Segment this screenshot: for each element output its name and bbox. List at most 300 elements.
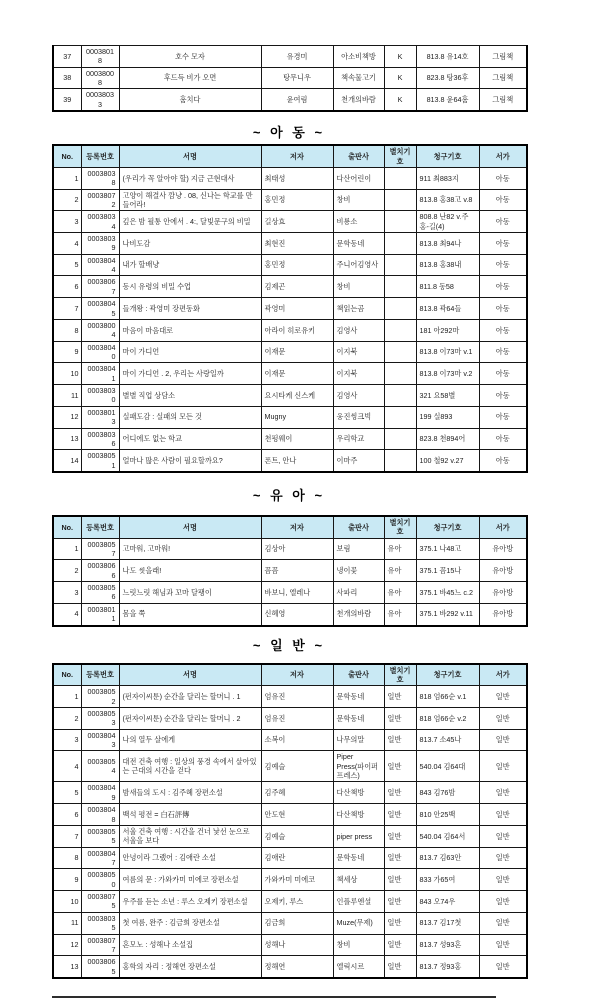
cell: 그림책 <box>479 89 527 111</box>
cell: 천펑웨이 <box>261 428 333 450</box>
cell: 첫 여름, 완주 : 김금희 장편소설 <box>119 912 261 934</box>
cell: 39 <box>53 89 81 111</box>
column-header: 별치기호 <box>384 145 416 167</box>
cell: 곽영미 <box>261 298 333 320</box>
cell: (우리가 꼭 알아야 할) 지금 근현대사 <box>119 167 261 189</box>
cell: 813.8 유14호 <box>416 46 479 68</box>
cell: 일반 <box>479 782 527 804</box>
cell: 일반 <box>479 825 527 847</box>
cell: 이지북 <box>333 363 384 385</box>
cell: 요시타케 신스케 <box>261 385 333 407</box>
cell: 유아 <box>384 538 416 560</box>
cell: 13 <box>53 956 81 978</box>
cell: 아동 <box>479 167 527 189</box>
cell: 375.1 나48고 <box>416 538 479 560</box>
cell: 818 엄66순 v.2 <box>416 707 479 729</box>
column-header: 등록번호 <box>81 145 119 167</box>
cell: 백석 평전 = 白石評傳 <box>119 804 261 826</box>
cell: 3 <box>53 729 81 751</box>
cell: 일반 <box>479 686 527 708</box>
cell: 00038057 <box>81 538 119 560</box>
cell: 00038033 <box>81 89 119 111</box>
column-header: 저자 <box>261 145 333 167</box>
infant-table <box>52 515 528 627</box>
cell: 이지북 <box>333 341 384 363</box>
table-row <box>53 167 527 189</box>
cell: 인플루엔셜 <box>333 891 384 913</box>
cell: 성해나 <box>261 934 333 956</box>
cell: 고마워, 고마워! <box>119 538 261 560</box>
cell: 6 <box>53 276 81 298</box>
column-header: 서명 <box>119 664 261 686</box>
cell: 마이 가디언 <box>119 341 261 363</box>
cell: 2 <box>53 707 81 729</box>
cell: 김예슬 <box>261 751 333 782</box>
cell: 00038039 <box>81 233 119 255</box>
cell: 12 <box>53 406 81 428</box>
cell: 00038049 <box>81 782 119 804</box>
cell: 10 <box>53 363 81 385</box>
cell: 540.04 김64서 <box>416 825 479 847</box>
cell: 일반 <box>479 912 527 934</box>
cell: 14 <box>53 450 81 472</box>
cell: 마음이 마음대로 <box>119 319 261 341</box>
cell: 8 <box>53 847 81 869</box>
cell: 아동 <box>479 406 527 428</box>
column-header: 출판사 <box>333 145 384 167</box>
cell: 그림책 <box>479 46 527 68</box>
cell: 00038072 <box>81 189 119 211</box>
cell: 책세상 <box>333 869 384 891</box>
cell: 우주를 듣는 소년 : 루스 오제키 장편소설 <box>119 891 261 913</box>
cell: 유아 <box>384 603 416 625</box>
cell: 321 요58별 <box>416 385 479 407</box>
cell: 탕무니우 <box>261 67 333 89</box>
cell: 1 <box>53 167 81 189</box>
table-row <box>53 751 527 782</box>
cell: (펀자이씨툰) 순간을 달리는 할머니 . 2 <box>119 707 261 729</box>
cell: 최태성 <box>261 167 333 189</box>
cell: 일반 <box>384 869 416 891</box>
cell: 아라이 히로유키 <box>261 319 333 341</box>
cell: 다산어린이 <box>333 167 384 189</box>
cell: 일반 <box>384 686 416 708</box>
table-row <box>53 582 527 604</box>
cell: K <box>384 67 416 89</box>
cell: 일반 <box>384 847 416 869</box>
column-header: 별치기호 <box>384 516 416 538</box>
cell: 3 <box>53 582 81 604</box>
cell: 김주혜 <box>261 782 333 804</box>
cell: 최현진 <box>261 233 333 255</box>
table-row <box>53 233 527 255</box>
general-table-body <box>53 686 527 978</box>
cell <box>384 233 416 255</box>
cell: 813.8 곽64들 <box>416 298 479 320</box>
table-row <box>53 211 527 233</box>
cell: 안녕이라 그랬어 : 김애란 소설 <box>119 847 261 869</box>
cell: 어디에도 없는 학교 <box>119 428 261 450</box>
cell: 나의 열두 살에게 <box>119 729 261 751</box>
cell <box>384 211 416 233</box>
column-header: 서명 <box>119 145 261 167</box>
cell: 9 <box>53 341 81 363</box>
cell: 바보니, 엘레나 <box>261 582 333 604</box>
table-row <box>53 891 527 913</box>
cell <box>384 254 416 276</box>
cell: 00038052 <box>81 686 119 708</box>
table-row <box>53 46 527 68</box>
cell: 823.8 천894어 <box>416 428 479 450</box>
table-row <box>53 560 527 582</box>
column-header: 저자 <box>261 664 333 686</box>
cell: 김금희 <box>261 912 333 934</box>
table-row <box>53 276 527 298</box>
cell: 00038038 <box>81 167 119 189</box>
cell: 11 <box>53 912 81 934</box>
cell: 4 <box>53 603 81 625</box>
column-header: 출판사 <box>333 516 384 538</box>
cell: 웅진씽크빅 <box>333 406 384 428</box>
cell: 00038011 <box>81 603 119 625</box>
cell: 서울 건축 여행 : 시간을 건너 낯선 눈으로 서울을 보다 <box>119 825 261 847</box>
cell: 540.04 김64대 <box>416 751 479 782</box>
cell: 일반 <box>384 804 416 826</box>
cell <box>384 428 416 450</box>
table-row <box>53 428 527 450</box>
page-content <box>52 0 526 998</box>
cell: 별별 직업 상담소 <box>119 385 261 407</box>
cell: 00038051 <box>81 450 119 472</box>
cell: 깊은 밤 필통 안에서 . 4:, 달빛문구의 비밀 <box>119 211 261 233</box>
cell: 유아 <box>384 560 416 582</box>
cell: 00038044 <box>81 254 119 276</box>
cell: 아동 <box>479 189 527 211</box>
cell: 아동 <box>479 233 527 255</box>
cell: 이재문 <box>261 341 333 363</box>
cell: 여름의 문 : 가와카미 미에코 장편소설 <box>119 869 261 891</box>
picturebook-table-continuation <box>52 45 528 112</box>
cell: 5 <box>53 782 81 804</box>
cell: 아동 <box>479 319 527 341</box>
table-row <box>53 956 527 978</box>
column-header: 서가 <box>479 664 527 686</box>
cell: 소복이 <box>261 729 333 751</box>
column-header: 등록번호 <box>81 516 119 538</box>
cell: 813.8 최94나 <box>416 233 479 255</box>
cell: 아동 <box>479 254 527 276</box>
cell: 1 <box>53 686 81 708</box>
cell: 7 <box>53 298 81 320</box>
cell: 일반 <box>479 847 527 869</box>
table-row <box>53 825 527 847</box>
cell: 비룡소 <box>333 211 384 233</box>
cell: 813.7 정93홍 <box>416 956 479 978</box>
cell: 마이 가디언 . 2, 우리는 사랑일까 <box>119 363 261 385</box>
cell: 꼼꼼 <box>261 560 333 582</box>
table-row <box>53 707 527 729</box>
cell: 정해연 <box>261 956 333 978</box>
cell: 일반 <box>479 804 527 826</box>
cell: 375.1 바292 v.11 <box>416 603 479 625</box>
cell: 홍민정 <box>261 189 333 211</box>
cell: 아소비책방 <box>333 46 384 68</box>
table-row <box>53 603 527 625</box>
cell: 김영사 <box>333 319 384 341</box>
cell: 833 가65여 <box>416 869 479 891</box>
section-title-infant: ~ 유 아 ~ <box>252 487 326 503</box>
cell: 일반 <box>384 891 416 913</box>
cell: 823.8 탕36후 <box>416 67 479 89</box>
cell: 00038067 <box>81 276 119 298</box>
cell: 안도현 <box>261 804 333 826</box>
cell: 신혜영 <box>261 603 333 625</box>
children-table-body <box>53 167 527 472</box>
cell: 13 <box>53 428 81 450</box>
cell: 813.8 이73마 v.2 <box>416 363 479 385</box>
table-row <box>53 298 527 320</box>
table-row <box>53 538 527 560</box>
cell: 나무의말 <box>333 729 384 751</box>
cell: 냉이꽃 <box>333 560 384 582</box>
table-header-row <box>53 664 527 686</box>
cell: 아동 <box>479 450 527 472</box>
cell: (펀자이씨툰) 순간을 달리는 할머니 . 1 <box>119 686 261 708</box>
cell: 2 <box>53 560 81 582</box>
cell: 813.8 홍38내 <box>416 254 479 276</box>
table-row <box>53 89 527 111</box>
cell: 엘릭시르 <box>333 956 384 978</box>
cell: 808.8 난82 v.주홍-길(4) <box>416 211 479 233</box>
table-row <box>53 254 527 276</box>
cell: 4 <box>53 751 81 782</box>
cell: Muze(무제) <box>333 912 384 934</box>
cell: 00038008 <box>81 67 119 89</box>
column-header: No. <box>53 664 81 686</box>
cell: 00038048 <box>81 804 119 826</box>
cell: 2 <box>53 189 81 211</box>
cell: 00038030 <box>81 385 119 407</box>
cell: 00038055 <box>81 825 119 847</box>
table-row <box>53 385 527 407</box>
cell: 00038053 <box>81 707 119 729</box>
cell: 김상아 <box>261 538 333 560</box>
cell: 유아방 <box>479 603 527 625</box>
cell: 유아방 <box>479 560 527 582</box>
cell: 엄유진 <box>261 686 333 708</box>
cell: 문학동네 <box>333 847 384 869</box>
table-row <box>53 847 527 869</box>
cell: 밤새들의 도시 : 김주혜 장편소설 <box>119 782 261 804</box>
table-header-row <box>53 516 527 538</box>
cell: 일반 <box>384 729 416 751</box>
column-header: No. <box>53 145 81 167</box>
cell: 문학동네 <box>333 686 384 708</box>
section-title-children: ~ 아 동 ~ <box>252 125 326 141</box>
cell: 813.8 홍38고 v.8 <box>416 189 479 211</box>
table-row <box>53 319 527 341</box>
table-row <box>53 934 527 956</box>
table-row <box>53 782 527 804</box>
column-header: 서명 <box>119 516 261 538</box>
cell: 아동 <box>479 211 527 233</box>
cell: 아동 <box>479 385 527 407</box>
table-row <box>53 189 527 211</box>
cell: 810 안25백 <box>416 804 479 826</box>
cell: 천개의바람 <box>333 603 384 625</box>
cell: 폰트, 안나 <box>261 450 333 472</box>
cell: 3 <box>53 211 81 233</box>
column-header: 서가 <box>479 516 527 538</box>
cell: 00038036 <box>81 428 119 450</box>
infant-table-body <box>53 538 527 625</box>
cell: 375.1 꼼15나 <box>416 560 479 582</box>
cell: 보림 <box>333 538 384 560</box>
cell: 7 <box>53 825 81 847</box>
cell: 199 실893 <box>416 406 479 428</box>
cell: 고양이 해결사 깜냥 . 08, 신나는 학교를 만들어라! <box>119 189 261 211</box>
cell: 그림책 <box>479 67 527 89</box>
cell: 00038056 <box>81 582 119 604</box>
cell: 창비 <box>333 189 384 211</box>
cell: 홍민정 <box>261 254 333 276</box>
cell: 오제키, 루스 <box>261 891 333 913</box>
cell: 813.8 윤64훔 <box>416 89 479 111</box>
cell: Piper Press(파이퍼 프레스) <box>333 751 384 782</box>
cell: 훔치다 <box>119 89 261 111</box>
cell: 길상효 <box>261 211 333 233</box>
cell <box>384 276 416 298</box>
cell: 다산책방 <box>333 804 384 826</box>
cell: 이재문 <box>261 363 333 385</box>
cell: 00038034 <box>81 211 119 233</box>
cell: 아동 <box>479 298 527 320</box>
cell: 00038066 <box>81 560 119 582</box>
cell: 윤여림 <box>261 89 333 111</box>
picturebook-table-body <box>53 46 527 112</box>
cell: 00038054 <box>81 751 119 782</box>
cell: 00038018 <box>81 46 119 68</box>
cell: 4 <box>53 233 81 255</box>
cell: 38 <box>53 67 81 89</box>
table-row <box>53 686 527 708</box>
cell <box>384 363 416 385</box>
section-title-general: ~ 일 반 ~ <box>252 637 326 653</box>
cell <box>384 385 416 407</box>
table-row <box>53 450 527 472</box>
cell: 00038065 <box>81 956 119 978</box>
cell: 얼마나 많은 사람이 필요할까요? <box>119 450 261 472</box>
cell: 00038013 <box>81 406 119 428</box>
cell: 일반 <box>479 869 527 891</box>
column-header: 출판사 <box>333 664 384 686</box>
cell: 창비 <box>333 276 384 298</box>
cell: 호수 모자 <box>119 46 261 68</box>
cell: 00038043 <box>81 729 119 751</box>
cell: 아동 <box>479 341 527 363</box>
column-header: 청구기호 <box>416 516 479 538</box>
cell: 00038050 <box>81 869 119 891</box>
column-header: 별치기호 <box>384 664 416 686</box>
cell: 11 <box>53 385 81 407</box>
cell: 일반 <box>384 782 416 804</box>
cell: 나도 씻을래! <box>119 560 261 582</box>
cell: 5 <box>53 254 81 276</box>
cell: 00038047 <box>81 847 119 869</box>
cell: 00038004 <box>81 319 119 341</box>
table-row <box>53 804 527 826</box>
cell: 아동 <box>479 276 527 298</box>
cell: 813.7 소45나 <box>416 729 479 751</box>
cell <box>384 189 416 211</box>
cell: 8 <box>53 319 81 341</box>
cell: 811.8 동58 <box>416 276 479 298</box>
column-header: 청구기호 <box>416 664 479 686</box>
cell: 후드득 비가 오면 <box>119 67 261 89</box>
cell: 일반 <box>384 956 416 978</box>
cell: 유아방 <box>479 538 527 560</box>
cell: 100 철92 v.27 <box>416 450 479 472</box>
table-row <box>53 912 527 934</box>
cell: 6 <box>53 804 81 826</box>
cell: 00038075 <box>81 891 119 913</box>
cell: 일반 <box>479 891 527 913</box>
cell: 다산책방 <box>333 782 384 804</box>
cell: 이마주 <box>333 450 384 472</box>
cell: 일반 <box>384 707 416 729</box>
cell: 아동 <box>479 428 527 450</box>
cell: 813.7 성93혼 <box>416 934 479 956</box>
cell: 창비 <box>333 934 384 956</box>
cell <box>384 341 416 363</box>
cell: 홍학의 자리 : 정해연 장편소설 <box>119 956 261 978</box>
cell: Mugny <box>261 406 333 428</box>
cell: 911 최883지 <box>416 167 479 189</box>
cell: 책속물고기 <box>333 67 384 89</box>
cell: 181 아292마 <box>416 319 479 341</box>
table-row <box>53 406 527 428</box>
cell: K <box>384 46 416 68</box>
cell: K <box>384 89 416 111</box>
cell: 아동 <box>479 363 527 385</box>
cell: 843 오74우 <box>416 891 479 913</box>
cell: 00038077 <box>81 934 119 956</box>
cell: 실패도감 : 실패의 모든 것 <box>119 406 261 428</box>
cell: 818 엄66순 v.1 <box>416 686 479 708</box>
cell: 대전 건축 여행 : 일상의 풍경 속에서 살아있는 근대의 시간을 걷다 <box>119 751 261 782</box>
cell: 813.7 김63안 <box>416 847 479 869</box>
cell: 10 <box>53 891 81 913</box>
column-header: No. <box>53 516 81 538</box>
cell: 일반 <box>479 707 527 729</box>
cell: 우리학교 <box>333 428 384 450</box>
cell: 00038035 <box>81 912 119 934</box>
cell: 유아방 <box>479 582 527 604</box>
table-header-row <box>53 145 527 167</box>
cell: 일반 <box>384 825 416 847</box>
column-header: 서가 <box>479 145 527 167</box>
table-row <box>53 341 527 363</box>
cell: 00038040 <box>81 341 119 363</box>
cell: 1 <box>53 538 81 560</box>
cell <box>384 167 416 189</box>
column-header: 등록번호 <box>81 664 119 686</box>
cell: 9 <box>53 869 81 891</box>
cell: 843 김76밤 <box>416 782 479 804</box>
cell: 느릿느릿 해님과 꼬마 달팽이 <box>119 582 261 604</box>
children-table <box>52 144 528 473</box>
table-row <box>53 869 527 891</box>
